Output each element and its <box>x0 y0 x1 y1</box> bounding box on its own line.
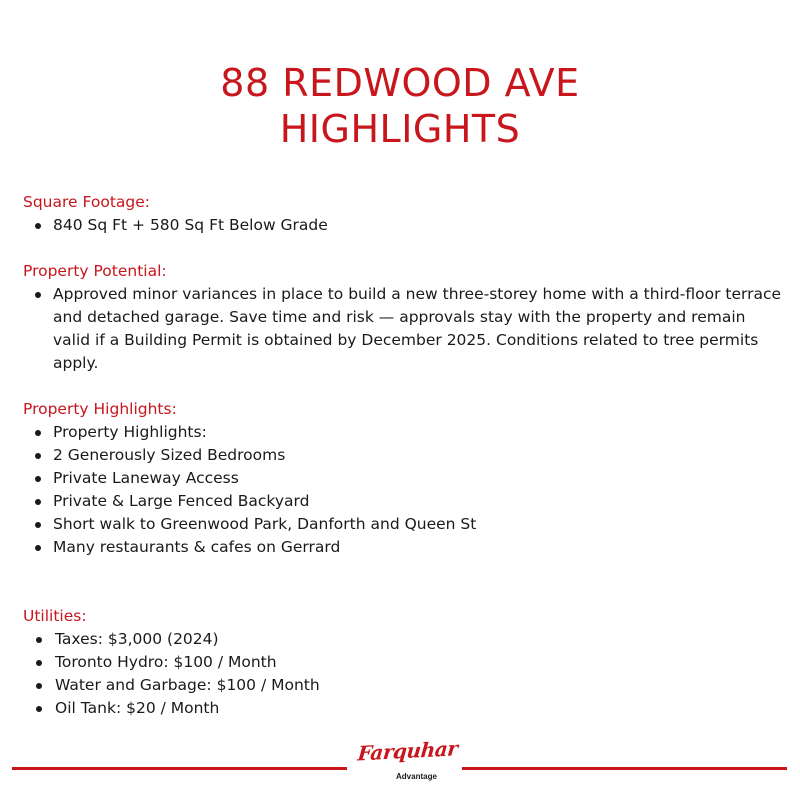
list-item: 840 Sq Ft + 580 Sq Ft Below Grade <box>23 214 783 237</box>
property-highlights-list <box>23 421 783 559</box>
section-utilities <box>23 605 783 720</box>
list-item: Private Laneway Access <box>23 467 783 490</box>
section-property-highlights <box>23 398 783 559</box>
list-item: Water and Garbage: $100 / Month <box>23 674 783 697</box>
list-item: Taxes: $3,000 (2024) <box>23 628 783 651</box>
property-potential-list <box>23 283 783 375</box>
list-item: 2 Generously Sized Bedrooms <box>23 444 783 467</box>
logo-script-text: Farquhar <box>356 736 459 766</box>
list-item: Many restaurants & cafes on Gerrard <box>23 536 783 559</box>
section-square-footage <box>23 191 783 237</box>
highlights-content <box>23 191 783 720</box>
page-title <box>0 60 800 152</box>
footer <box>0 725 800 795</box>
footer-divider-left <box>12 767 347 770</box>
title-line-1: 88 REDWOOD AVE <box>220 61 580 105</box>
list-item: Toronto Hydro: $100 / Month <box>23 651 783 674</box>
section-heading-property-potential: Property Potential: <box>23 262 167 280</box>
square-footage-list <box>23 214 783 237</box>
logo-subtitle: Advantage <box>396 772 437 781</box>
brand-logo <box>352 727 457 793</box>
footer-divider-right <box>462 767 787 770</box>
section-heading-square-footage: Square Footage: <box>23 193 150 211</box>
title-line-2: HIGHLIGHTS <box>279 107 521 151</box>
utilities-list <box>23 628 783 720</box>
list-item: Short walk to Greenwood Park, Danforth and Queen St <box>23 513 783 536</box>
section-heading-property-highlights: Property Highlights: <box>23 400 177 418</box>
list-item: Property Highlights: <box>23 421 783 444</box>
section-heading-utilities: Utilities: <box>23 607 87 625</box>
list-item: Approved minor variances in place to build a new three-storey home with a third-floor terrace and detached garage. Save time and risk — approvals stay with the property and remain valid if a Building Permit is obtained by December 2025. Conditions related to tree permits apply. <box>23 283 783 375</box>
section-property-potential <box>23 260 783 375</box>
list-item: Oil Tank: $20 / Month <box>23 697 783 720</box>
list-item: Private & Large Fenced Backyard <box>23 490 783 513</box>
